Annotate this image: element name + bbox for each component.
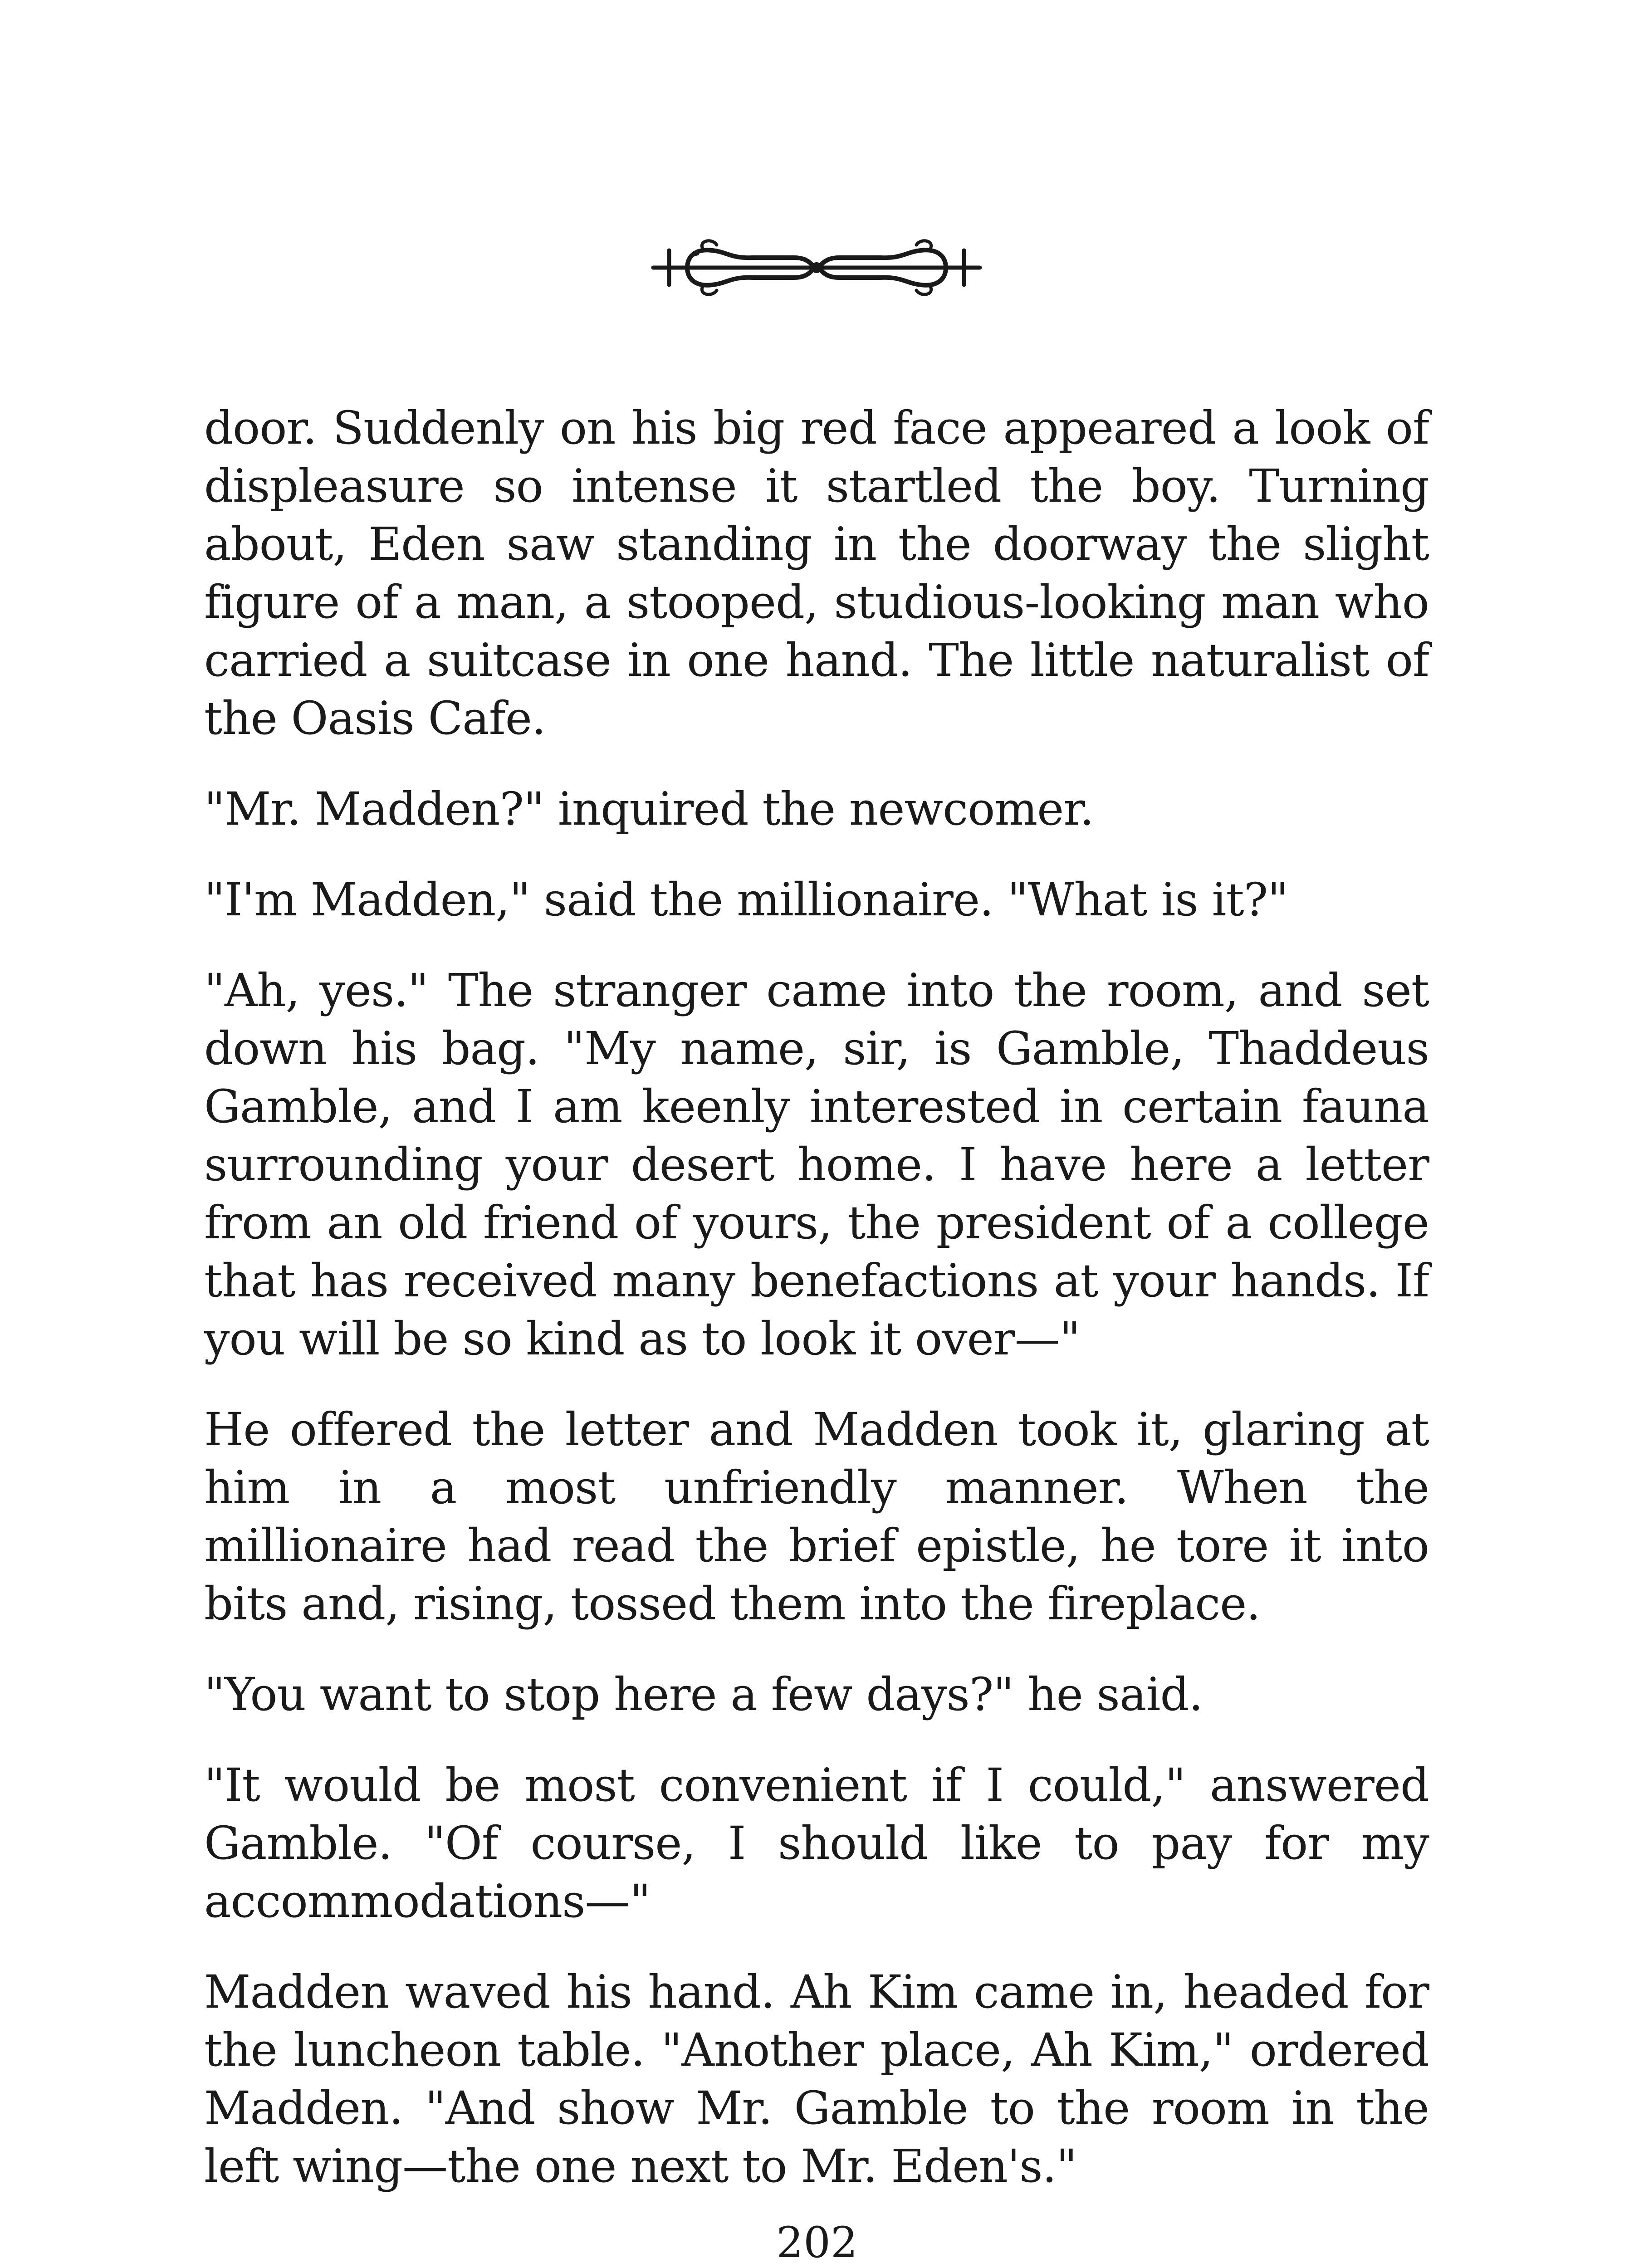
page-number: 202 (776, 2218, 858, 2268)
decorative-flourish-icon (644, 222, 989, 313)
body-text (204, 399, 1429, 2228)
paragraph: "You want to stop here a few days?" he said. (204, 1668, 1203, 1721)
paragraph: "Mr. Madden?" inquired the newcomer. (204, 782, 1094, 836)
paragraph: "Ah, yes." The stranger came into the room, and set down his bag. "My name, sir, is Gamble, Thaddeus Gamble, and I am keenly interested in certain fauna surrounding your desert home. I have here a letter from an old friend of yours, the president of a college that has received many benefactions at your hands. If you will be so kind as to look it over—" (204, 964, 1429, 1365)
paragraph: Madden waved his hand. Ah Kim came in, headed for the luncheon table. "Another place, Ah Kim," ordered Madden. "And show Mr. Gamble to the room in the left wing—the one next to Mr. Eden's." (204, 1965, 1429, 2193)
paragraph: "It would be most convenient if I could," answered Gamble. "Of course, I should like to pay for my accommodations—" (204, 1759, 1429, 1928)
paragraph: He offered the letter and Madden took it, glaring at him in a most unfriendly manner. When the millionaire had read the brief epistle, he tore it into bits and, rising, tossed them into the fireplace. (204, 1403, 1429, 1630)
paragraph: door. Suddenly on his big red face appeared a look of displeasure so intense it startled the boy. Turning about, Eden saw standing in the doorway the slight figure of a man, a stooped, studious-looking man who carried a suitcase in one hand. The little naturalist of the Oasis Cafe. (204, 401, 1429, 745)
paragraph: "I'm Madden," said the millionaire. "What is it?" (204, 873, 1288, 926)
